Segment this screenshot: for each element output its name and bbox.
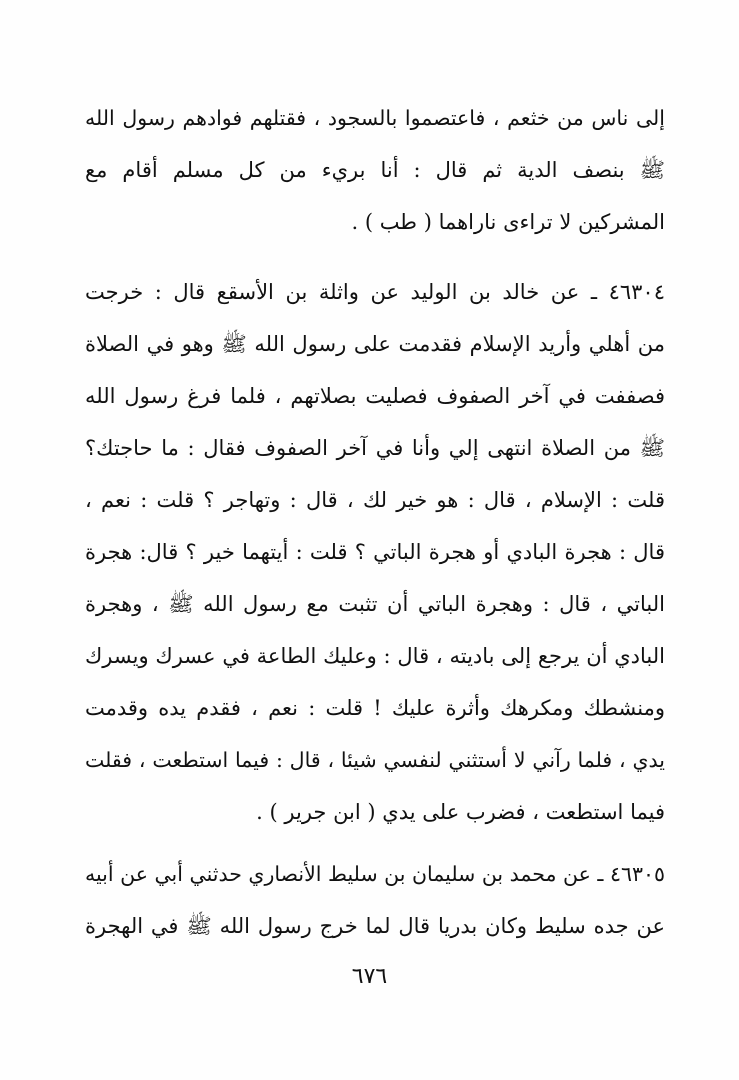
text-line: ومنشطك ومكرهك وأثرة عليك ! قلت : نعم ، فقدم يده وقدمت: [85, 696, 665, 720]
text-line: البادي أن يرجع إلى باديته ، قال : وعليك الطاعة في عسرك ويسرك: [85, 644, 665, 668]
hadith-46304: [85, 266, 665, 838]
text-line: ٤٦٣٠٥ ـ عن محمد بن سليمان بن سليط الأنصاري حدثني أبي عن أبيه: [85, 862, 665, 886]
text-line: قال : هجرة البادي أو هجرة الباتي ؟ قلت : أيتهما خير ؟ قال: هجرة: [85, 540, 665, 564]
text-line: المشركين لا تراءى ناراهما ( طب ) .: [351, 210, 665, 234]
text-line: يدي ، فلما رآني لا أستثني لنفسي شيئا ، قال : فيما استطعت ، فقلت: [85, 748, 665, 772]
text-line: قلت : الإسلام ، قال : هو خير لك ، قال : وتهاجر ؟ قلت : نعم ،: [85, 488, 665, 512]
text-line: فيما استطعت ، فضرب على يدي ( ابن جرير ) .: [256, 800, 665, 824]
text-line: ﷺ بنصف الدية ثم قال : أنا بريء من كل مسلم أقام مع: [85, 158, 665, 182]
text-line: إلى ناس من خثعم ، فاعتصموا بالسجود ، فقتلهم فوادهم رسول الله: [85, 106, 665, 130]
text-line: الباتي ، قال : وهجرة الباتي أن تثبت مع رسول الله ﷺ ، وهجرة: [85, 592, 665, 616]
text-line: من أهلي وأريد الإسلام فقدمت على رسول الله ﷺ وهو في الصلاة: [85, 332, 665, 356]
text-line: فصففت في آخر الصفوف فصليت بصلاتهم ، فلما فرغ رسول الله: [85, 384, 665, 408]
text-line: ﷺ من الصلاة انتهى إلي وأنا في آخر الصفوف فقال : ما حاجتك؟: [85, 436, 665, 460]
hadith-46305: [85, 848, 665, 952]
paragraph-continuation: [85, 92, 665, 248]
text-line: عن جده سليط وكان بدريا قال لما خرج رسول الله ﷺ في الهجرة: [85, 914, 665, 938]
page-number: ٦٧٦: [351, 964, 388, 989]
text-line: ٤٦٣٠٤ ـ عن خالد بن الوليد عن واثلة بن الأسقع قال : خرجت: [85, 280, 665, 304]
